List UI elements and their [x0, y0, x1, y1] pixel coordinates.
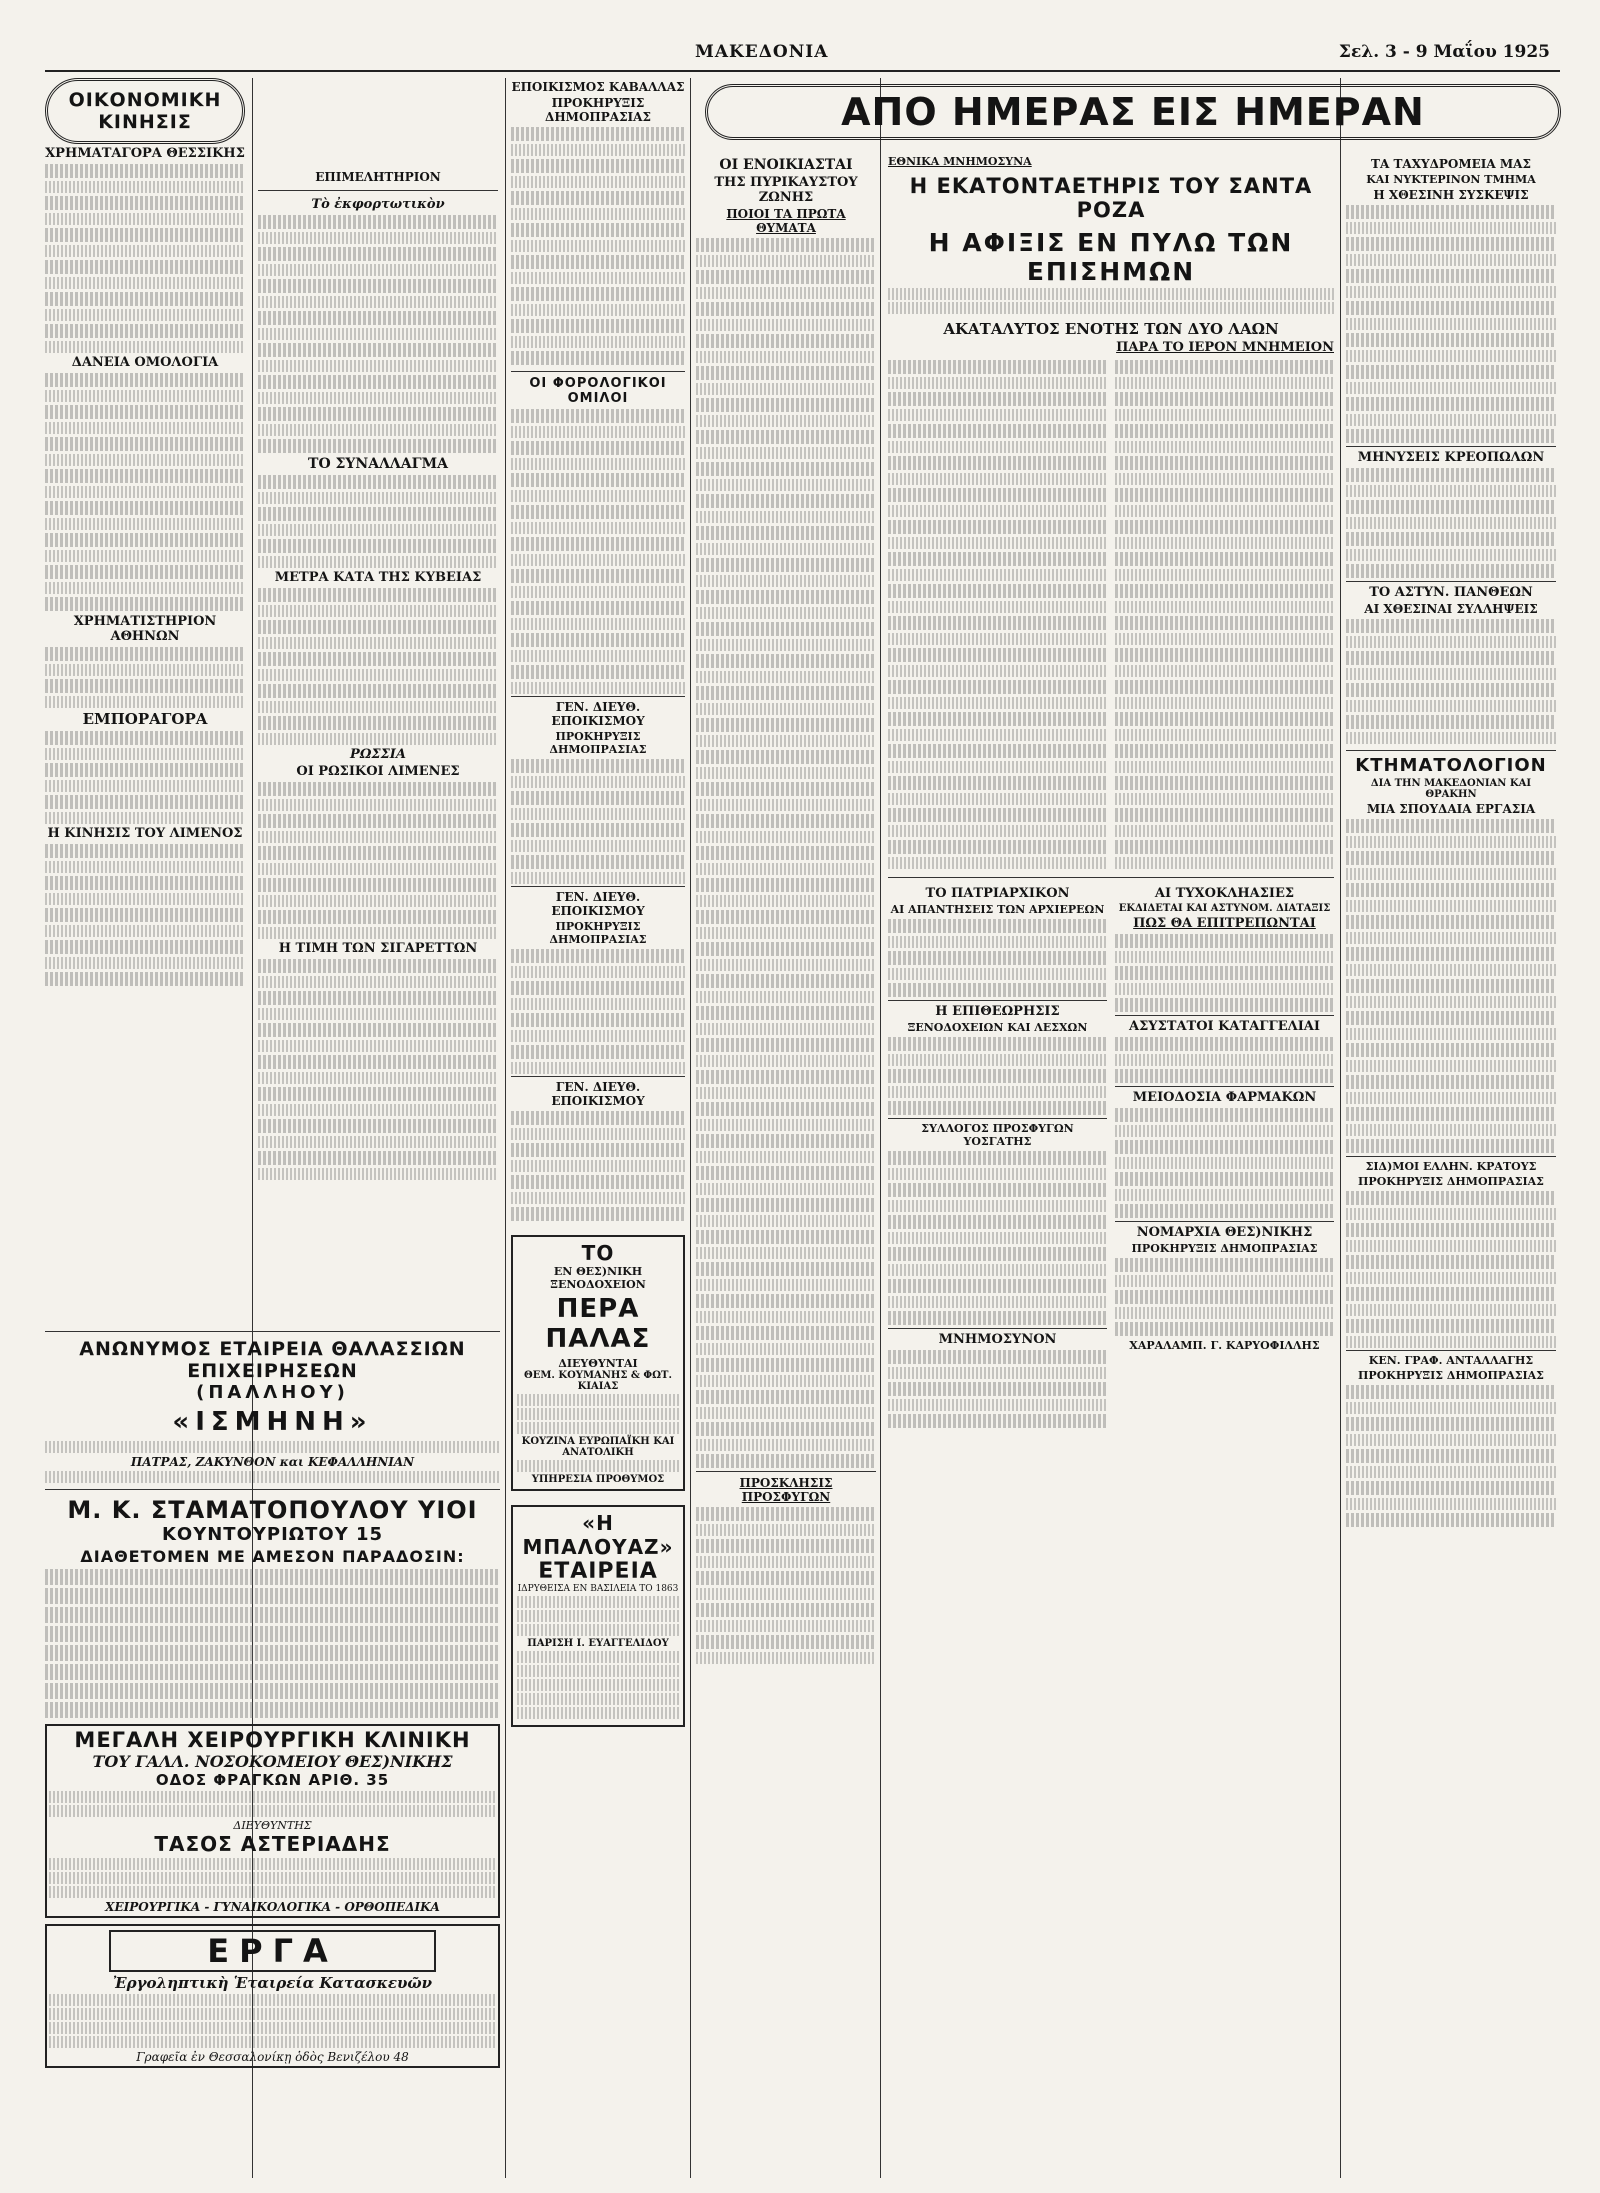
heading: ΑΙ ΤΥΧΟΚΛΗΑΣΙΕΣ	[1154, 886, 1295, 901]
column-settlement	[511, 78, 685, 2178]
ad-firm-name: Μ. Κ. ΣΤΑΜΑΤΟΠΟΥΛΟΥ ΥΙΟΙ	[67, 1496, 478, 1524]
insurance-sub: ΕΤΑΙΡΕΙΑ	[538, 1559, 658, 1584]
section-heading: ΕΠΙΜΕΛΗΤΗΡΙΟΝ	[315, 170, 441, 184]
hotel-name: ΠΕΡΑ ΠΑΛΑΣ	[545, 1294, 651, 1354]
headline: Η ΕΚΑΤΟΝΤΑΕΤΗΡΙΣ ΤΟΥ ΣΑΝΤΑ ΡΟΖΑ	[909, 174, 1313, 222]
page-date: Σελ. 3 - 9 Μαΐου 1925	[1338, 42, 1550, 62]
hotel-to: ΤΟ	[581, 1241, 615, 1265]
clinic-title: ΜΕΓΑΛΗ ΧΕΙΡΟΥΡΓΙΚΗ ΚΛΙΝΙΚΗ	[74, 1728, 471, 1752]
subheading: ΧΡΗΜΑΤΑΓΟΡΑ ΘΕΣΣΙΚΗΣ	[45, 146, 245, 161]
hotel-direction-label: ΔΙΕΥΘΥΝΤΑΙ	[558, 1357, 638, 1370]
ad-firm-address: ΚΟΥΝΤΟΥΡΙΩΤΟΥ 15	[161, 1524, 384, 1545]
erga-address: Γραφεῖα ἐν Θεσσαλονίκῃ ὁδὸς Βενιζέλου 48	[136, 2050, 409, 2064]
column-rule	[880, 78, 881, 2178]
subheading: ΠΑΡΑ ΤΟ ΙΕΡΟΝ ΜΝΗΜΕΙΟΝ	[1116, 340, 1334, 355]
ad-ship-name: «ΙΣΜΗΝΗ»	[172, 1407, 373, 1437]
subheading: Η ΤΙΜΗ ΤΩΝ ΣΙΓΑΡΕΤΤΩΝ	[278, 941, 478, 956]
heading: ΠΡΟΚΗΡΥΞΙΣ ΔΗΜΟΠΡΑΣΙΑΣ	[1358, 1175, 1544, 1188]
ad-company-sub: (ΠΑΛΛΗΟΥ)	[196, 1382, 349, 1403]
heading: ΑΙ ΑΠΑΝΤΗΣΕΙΣ ΤΩΝ ΑΡΧΙΕΡΕΩΝ	[890, 903, 1105, 916]
heading: ΟΙ ΕΝΟΙΚΙΑΣΤΑΙ	[719, 157, 853, 173]
heading: ΠΡΟΣΚΛΗΣΙΣ ΠΡΟΣΦΥΓΩΝ	[696, 1471, 876, 1504]
heading: ΕΠΟΙΚΙΣΜΟΣ ΚΑΒΑΛΛΑΣ	[511, 80, 685, 94]
newspaper-name: ΜΑΚΕΔΟΝΙΑ	[695, 42, 829, 62]
heading: ΠΡΟΚΗΡΥΞΙΣ ΔΗΜΟΠΡΑΣΙΑΣ	[549, 730, 647, 756]
hotel-line: ΕΝ ΘΕΣ)ΝΙΚΗ ΞΕΝΟΔΟΧΕΙΟΝ	[550, 1265, 646, 1291]
column-rule	[690, 78, 691, 2178]
hotel-service: ΥΠΗΡΕΣΙΑ ΠΡΟΘΥΜΟΣ	[531, 1474, 665, 1485]
column-chamber	[258, 78, 498, 1318]
column-rule	[505, 78, 506, 2178]
column-post	[1346, 155, 1556, 2175]
heading: ΑΣΥΣΤΑΤΟΙ ΚΑΤΑΓΓΕΛΙΑΙ	[1115, 1015, 1334, 1034]
heading: ΤΗΣ ΠΥΡΙΚΑΥΣΤΟΥ ΖΩΝΗΣ	[714, 175, 858, 205]
heading: ΚΤΗΜΑΤΟΛΟΓΙΟΝ	[1346, 750, 1556, 776]
subheading: ΡΩΣΣΙΑ	[350, 747, 406, 762]
subheading: ΔΑΝΕΙΑ ΟΜΟΛΟΓΙΑ	[71, 355, 219, 370]
erga-ad	[45, 1924, 500, 2068]
heading: ΓΕΝ. ΔΙΕΥΘ. ΕΠΟΙΚΙΣΜΟΥ	[511, 886, 685, 918]
heading: ΑΙ ΧΘΕΣΙΝΑΙ ΣΥΛΛΗΨΕΙΣ	[1364, 602, 1538, 616]
heading: ΠΡΟΚΗΡΥΞΙΣ ΔΗΜΟΠΡΑΣΙΑΣ	[549, 920, 647, 946]
heading: Η ΕΠΙΘΕΩΡΗΣΙΣ	[888, 1000, 1107, 1019]
heading: ΠΡΟΚΗΡΥΞΙΣ ΔΗΜΟΠΡΑΣΙΑΣ	[1131, 1242, 1318, 1255]
column-tenants	[696, 155, 876, 2175]
masthead	[45, 40, 1560, 72]
insurance-note: ΙΔΡΥΘΕΙΣΑ ΕΝ ΒΑΣΙΛΕΙΑ ΤΟ 1863	[517, 1584, 679, 1594]
heading: ΚΑΙ ΝΥΚΤΕΡΙΝΟΝ ΤΜΗΜΑ	[1366, 173, 1536, 186]
kicker: ΕΘΝΙΚΑ ΜΝΗΜΟΣΥΝΑ	[888, 155, 1032, 168]
ad-firm-line: ΔΙΑΘΕΤΟΜΕΝ ΜΕ ΑΜΕΣΟΝ ΠΑΡΑΔΟΣΙΝ:	[80, 1547, 465, 1566]
heading: ΝΟΜΑΡΧΙΑ ΘΕΣ)ΝΙΚΗΣ	[1115, 1221, 1334, 1240]
erga-sub: Ἐργοληπτικὴ Ἑταιρεία Κατασκευῶν	[112, 1974, 433, 1992]
heading: ΣΥΛΛΟΓΟΣ ΠΡΟΣΦΥΓΩΝ ΥΟΣΓΑΤΗΣ	[888, 1118, 1107, 1148]
subheading: ΜΕΤΡΑ ΚΑΤΑ ΤΗΣ ΚΥΒΕΙΑΣ	[274, 570, 482, 585]
hotel-owners: ΘΕΜ. ΚΟΥΜΑΝΗΣ & ΦΩΤ. ΚΙΑΙΑΣ	[524, 1370, 672, 1392]
ads-block	[45, 1325, 500, 2175]
subheading: ΤΟ ΣΥΝΑΛΛΑΓΜΑ	[308, 456, 448, 472]
heading: ΤΑ ΤΑΧΥΔΡΟΜΕΙΑ ΜΑΣ	[1371, 157, 1531, 171]
insurance-agent: ΠΑΡΙΣΗ Ι. ΕΥΑΓΓΕΛΙΔΟΥ	[527, 1638, 669, 1649]
ad-ship-destinations: ΠΑΤΡΑΣ, ΖΑΚΥΝΘΟΝ και ΚΕΦΑΛΛΗΝΙΑΝ	[130, 1455, 415, 1469]
heading: ΤΟ ΑΣΤΥΝ. ΠΑΝΘΕΩΝ	[1346, 581, 1556, 600]
clinic-ad	[45, 1724, 500, 1918]
erga-title: ΕΡΓΑ	[109, 1930, 436, 1972]
heading: ΠΩΣ ΘΑ ΕΠΙΤΡΕΠΩΝΤΑΙ	[1133, 916, 1316, 931]
column-rule	[1340, 78, 1341, 2178]
heading: ΣΙΔ)ΜΟΙ ΕΛΛΗΝ. ΚΡΑΤΟΥΣ	[1346, 1156, 1556, 1173]
subheading: ΧΡΗΜΑΤΙΣΤΗΡΙΟΝ ΑΘΗΝΩΝ	[73, 614, 217, 644]
clinic-specialties: ΧΕΙΡΟΥΡΓΙΚΑ - ΓΥΝΑΙΚΟΛΟΓΙΚΑ - ΟΡΘΟΠΕΔΙΚΑ	[105, 1900, 440, 1914]
heading: ΜΗΝΥΣΕΙΣ ΚΡΕΟΠΩΛΩΝ	[1346, 446, 1556, 465]
heading: ΠΟΙΟΙ ΤΑ ΠΡΩΤΑ ΘΥΜΑΤΑ	[726, 207, 846, 235]
clinic-sub: ΤΟΥ ΓΑΛΛ. ΝΟΣΟΚΟΜΕΙΟΥ ΘΕΣ)ΝΙΚΗΣ	[92, 1752, 453, 1771]
hotel-cuisine: ΚΟΥΖΙΝΑ ΕΥΡΩΠΑΪΚΗ ΚΑΙ ΑΝΑΤΟΛΙΚΗ	[521, 1436, 675, 1458]
clinic-director-label: ΔΙΕΥΘΥΝΤΗΣ	[233, 1819, 312, 1832]
subheading: Η ΚΙΝΗΣΙΣ ΤΟΥ ΛΙΜΕΝΟΣ	[47, 826, 243, 841]
heading: ΤΟ ΠΑΤΡΙΑΡΧΙΚΟΝ	[925, 886, 1070, 901]
ad-company-title: ΑΝΩΝΥΜΟΣ ΕΤΑΙΡΕΙΑ ΘΑΛΑΣΣΙΩΝ ΕΠΙΧΕΙΡΗΣΕΩΝ	[79, 1338, 466, 1382]
heading: ΟΙ ΦΟΡΟΛΟΓΙΚΟΙ ΟΜΙΛΟΙ	[511, 371, 685, 406]
clinic-address: ΟΔΟΣ ΦΡΑΓΚΩΝ ΑΡΙΘ. 35	[155, 1771, 390, 1789]
subheading: ΕΜΠΟΡΑΓΟΡΑ	[82, 710, 208, 728]
subheading: Τὸ ἐκφορτωτικὸν	[311, 197, 445, 212]
clinic-director: ΤΑΣΟΣ ΑΣΤΕΡΙΑΔΗΣ	[154, 1832, 391, 1856]
column-santa-rosa	[888, 155, 1334, 2175]
heading: ΠΡΟΚΗΡΥΞΙΣ ΔΗΜΟΠΡΑΣΙΑΣ	[1358, 1369, 1544, 1382]
headline: Η ΑΦΙΞΙΣ ΕΝ ΠΥΛΩ ΤΩΝ ΕΠΙΣΗΜΩΝ	[928, 228, 1294, 286]
section-title: ΟΙΚΟΝΟΜΙΚΗ ΚΙΝΗΣΙΣ	[45, 78, 245, 144]
heading: ΓΕΝ. ΔΙΕΥΘ. ΕΠΟΙΚΙΣΜΟΥ	[511, 696, 685, 728]
insurance-title: «Η ΜΠΑΛΟΥΑΖ»	[522, 1511, 674, 1559]
headline: ΑΚΑΤΑΛΥΤΟΣ ΕΝΟΤΗΣ ΤΩΝ ΔΥΟ ΛΑΩΝ	[943, 320, 1279, 338]
heading: ΠΡΟΚΗΡΥΞΙΣ ΔΗΜΟΠΡΑΣΙΑΣ	[545, 96, 651, 124]
heading: ΜΕΙΟΔΟΣΙΑ ΦΑΡΜΑΚΩΝ	[1115, 1086, 1334, 1105]
heading: Η ΧΘΕΣΙΝΗ ΣΥΣΚΕΨΙΣ	[1373, 188, 1529, 202]
heading: ΜΙΑ ΣΠΟΥΔΑΙΑ ΕΡΓΑΣΙΑ	[1366, 802, 1536, 816]
heading: ΔΙΑ ΤΗΝ ΜΑΚΕΔΟΝΙΑΝ ΚΑΙ ΘΡΑΚΗΝ	[1370, 778, 1532, 800]
heading: ΓΕΝ. ΔΙΕΥΘ. ΕΠΟΙΚΙΣΜΟΥ	[511, 1076, 685, 1108]
heading: ΚΕΝ. ΓΡΑΦ. ΑΝΤΑΛΛΑΓΗΣ	[1346, 1350, 1556, 1367]
heading: ΞΕΝΟΔΟΧΕΙΩΝ ΚΑΙ ΛΕΣΧΩΝ	[907, 1021, 1088, 1034]
daily-section-title: ΑΠΟ ΗΜΕΡΑΣ ΕΙΣ ΗΜΕΡΑΝ	[705, 84, 1561, 140]
signature: ΧΑΡΑΛΑΜΠ. Γ. ΚΑΡΥΟΦΙΛΛΗΣ	[1129, 1339, 1320, 1352]
insurance-ad	[511, 1505, 685, 1727]
heading: ΕΚΔΙΔΕΤΑΙ ΚΑΙ ΑΣΤΥΝΟΜ. ΔΙΑΤΑΞΙΣ	[1118, 903, 1331, 914]
subheading: ΟΙ ΡΩΣΙΚΟΙ ΛΙΜΕΝΕΣ	[296, 764, 460, 779]
hotel-ad	[511, 1235, 685, 1491]
heading: ΜΝΗΜΟΣΥΝΟΝ	[888, 1328, 1107, 1347]
